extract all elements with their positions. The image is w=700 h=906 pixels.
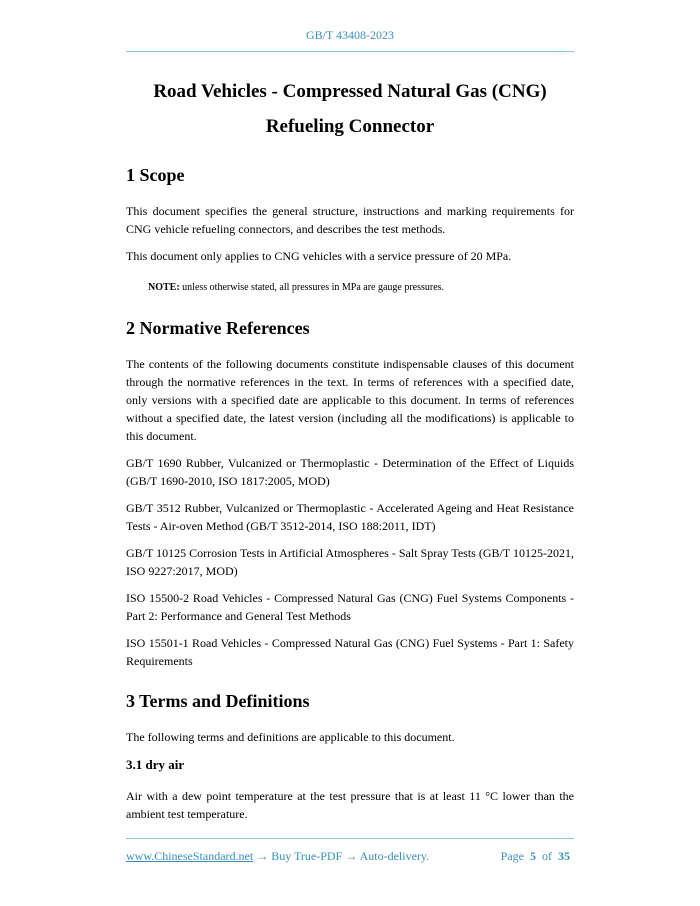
running-header: GB/T 43408-2023 [305, 28, 395, 42]
page-indicator [501, 849, 570, 864]
section-heading-scope: 1 Scope [126, 165, 185, 185]
note-text: unless otherwise stated, all pressures in MPa are gauge pressures. [179, 282, 445, 293]
total-page-count: 35 [558, 849, 570, 863]
reference-item: GB/T 1690 Rubber, Vulcanized or Thermoplastic - Determination of the Effect of Liquids (GB/T 1690-2010, ISO 1817:2005, MOD) [126, 456, 574, 488]
reference-item: GB/T 3512 Rubber, Vulcanized or Thermoplastic - Accelerated Ageing and Heat Resistance Tests - Air-oven Method (GB/T 3512-2014, ISO 188:2011, IDT) [126, 501, 574, 533]
page-label: Page [500, 849, 524, 863]
term-definition-dry-air: Air with a dew point temperature at the test pressure that is at least 11 °C lower than the ambient test temperature. [126, 789, 574, 821]
section-heading-normative-references: 2 Normative References [126, 318, 310, 338]
of-label: of [542, 849, 552, 863]
buy-true-pdf-text: Buy True-PDF [271, 849, 343, 863]
scope-paragraph-1: This document specifies the general structure, instructions and marking requirements for CNG vehicle refueling connectors, and describes the test methods. [126, 204, 574, 236]
page-footer [126, 849, 574, 864]
term-heading-dry-air: 3.1 dry air [126, 757, 185, 772]
footer-divider [126, 838, 574, 839]
terms-intro: The following terms and definitions are applicable to this document. [126, 730, 455, 744]
current-page-number: 5 [530, 849, 536, 863]
header-divider [126, 51, 574, 52]
reference-item: ISO 15501-1 Road Vehicles - Compressed Natural Gas (CNG) Fuel Systems - Part 1: Safety Requirements [126, 636, 574, 668]
scope-note [126, 279, 574, 297]
chinesestandard-link[interactable]: www.ChineseStandard.net [126, 849, 254, 863]
document-title: Road Vehicles - Compressed Natural Gas (CNG) Refueling Connector [153, 81, 547, 137]
note-label: NOTE: [148, 282, 180, 293]
reference-item: GB/T 10125 Corrosion Tests in Artificial Atmospheres - Salt Spray Tests (GB/T 10125-2021, ISO 9227:2017, MOD) [126, 546, 574, 578]
section-heading-terms: 3 Terms and Definitions [126, 691, 310, 711]
page-body [126, 66, 574, 832]
scope-paragraph-2: This document only applies to CNG vehicles with a service pressure of 20 MPa. [126, 249, 512, 263]
arrow-right-icon: → [253, 849, 272, 863]
reference-item: ISO 15500-2 Road Vehicles - Compressed Natural Gas (CNG) Fuel Systems Components - Part 2: Performance and General Test Methods [126, 591, 574, 623]
normative-intro: The contents of the following documents constitute indispensable clauses of this document through the normative references in the text. In terms of references with a specified date, only versions with a specified date are applicable to this document. In terms of references without a specified date, the latest version (including all the modifications) is applicable to this document. [126, 357, 574, 443]
arrow-right-icon: → [342, 849, 360, 863]
auto-delivery-text: Auto-delivery. [359, 849, 430, 863]
